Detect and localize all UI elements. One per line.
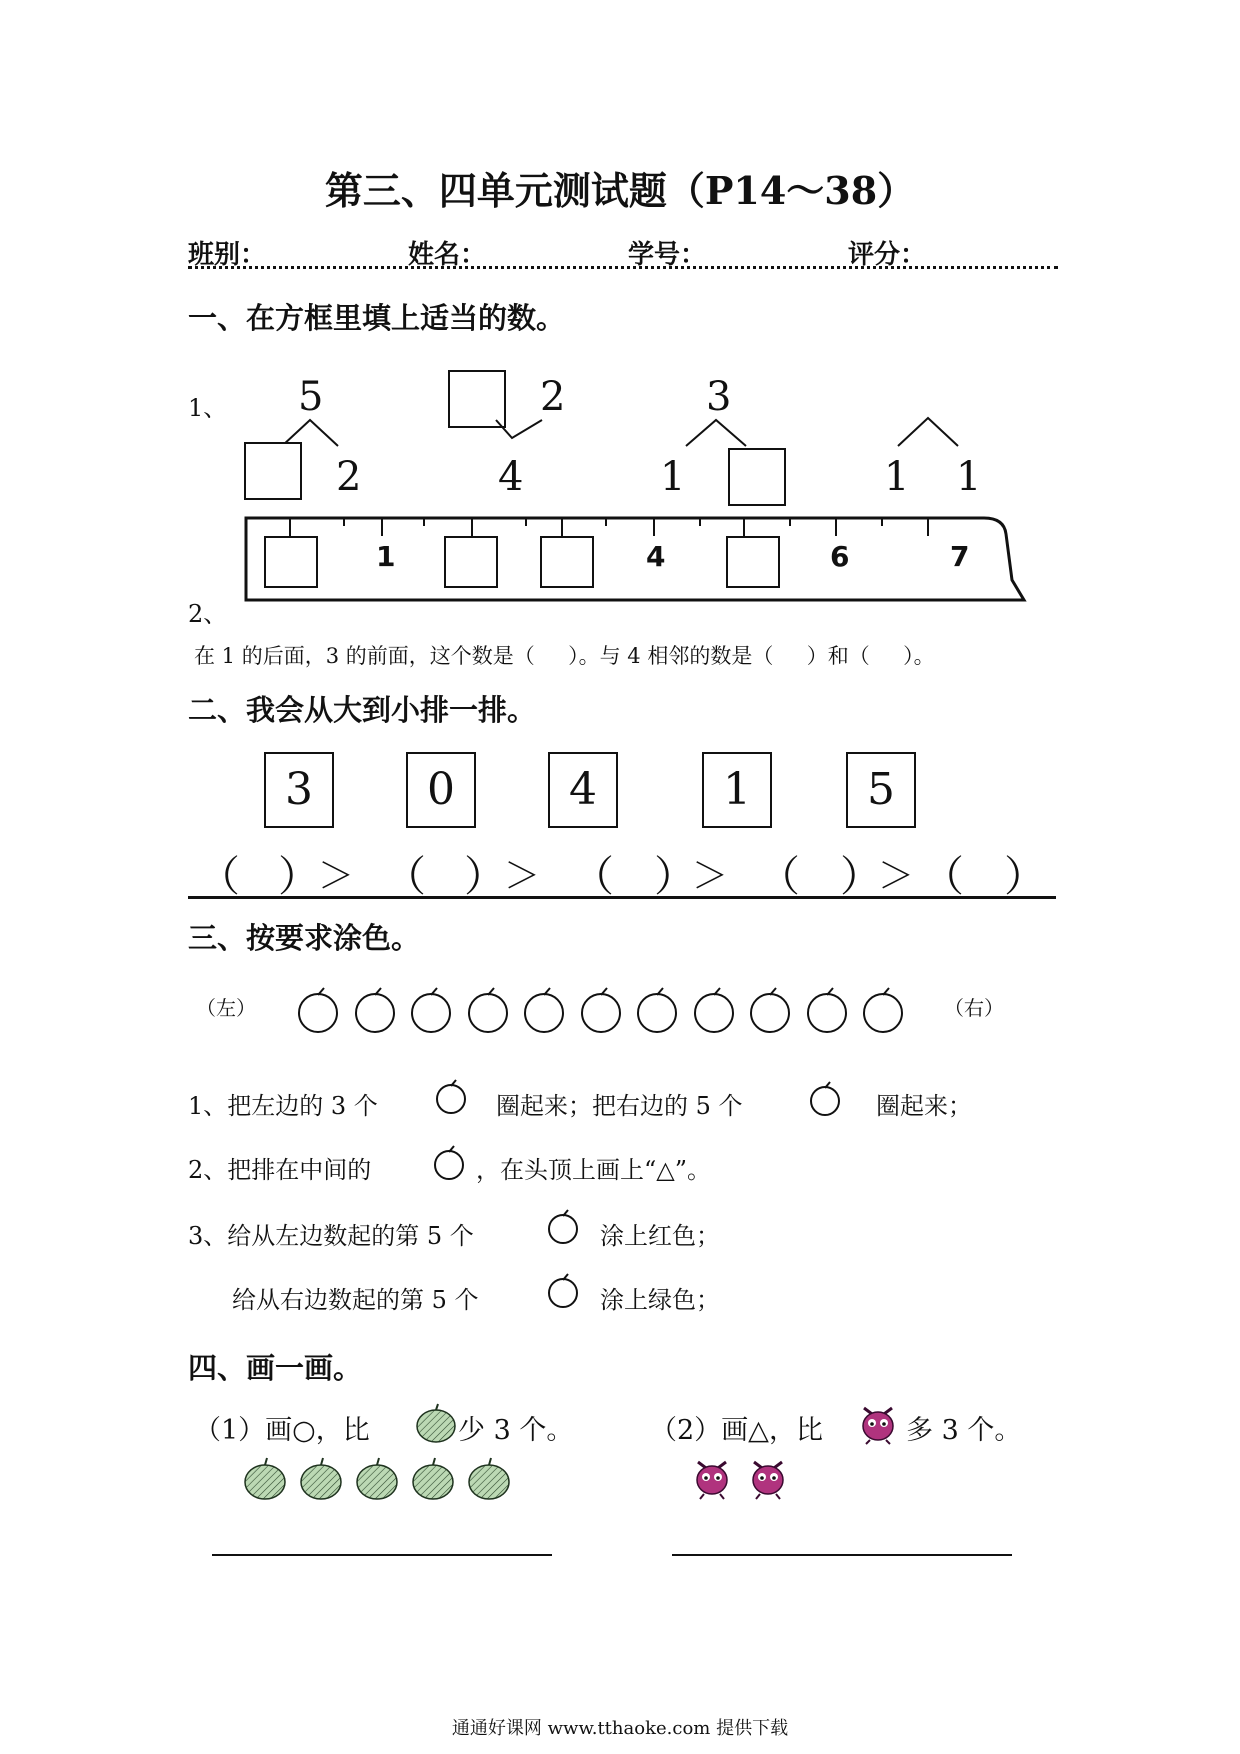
ruler-blank-box-1[interactable] (264, 536, 318, 588)
section1-heading: 一、在方框里填上适当的数。 (188, 301, 566, 335)
green-apple-icon (242, 1456, 288, 1502)
green-apple-icon (466, 1456, 512, 1502)
bond1-top: 5 (298, 374, 324, 420)
ruler-blank-box-4[interactable] (726, 536, 780, 588)
open-paren: （ (922, 852, 965, 901)
apple-outline-icon[interactable] (468, 986, 512, 1034)
draw-q2-part1: （2）画△，比 (650, 1415, 823, 1446)
q1-label: 1、 (188, 394, 228, 422)
open-paren: （ (384, 852, 427, 901)
draw-q1-part1: （1）画○，比 (194, 1415, 370, 1446)
class-label: 班别： (188, 240, 267, 270)
apple-outline-icon[interactable] (524, 986, 568, 1034)
bond4-lines (896, 416, 962, 448)
bond4-right: 1 (956, 454, 982, 500)
section2-heading: 二、我会从大到小排一排。 (188, 693, 537, 727)
apple-outline-icon[interactable] (355, 986, 399, 1034)
bond3-top: 3 (706, 374, 732, 420)
open-paren: （ (572, 852, 615, 901)
student-info-row (188, 234, 1058, 269)
footer-credit: 通通好课网 www.tthaoke.com 提供下载 (451, 1718, 789, 1739)
close-paren: ） (840, 852, 883, 901)
apple-outline-icon[interactable] (863, 986, 907, 1034)
close-paren: ） (1004, 852, 1047, 901)
score-label: 评分： (848, 240, 927, 270)
apple-outline-icon (808, 1080, 842, 1118)
ruler-blank-box-2[interactable] (444, 536, 498, 588)
number-label: 学号： (628, 240, 707, 270)
left-label: （左） (196, 996, 256, 1020)
close-paren: ） (278, 852, 321, 901)
open-paren: （ (758, 852, 801, 901)
right-label: （右） (944, 996, 1004, 1020)
apple-outline-icon[interactable] (807, 986, 851, 1034)
purple-creature-icon (746, 1452, 790, 1502)
answer-line-2[interactable] (672, 1554, 1012, 1556)
ordering-answer-row (188, 848, 1056, 899)
apple-outline-row (298, 986, 914, 1036)
s3-q2-part1: 2、把排在中间的 (188, 1156, 372, 1184)
ruler (244, 514, 1030, 606)
page-title: 第三、四单元测试题（P14～38） (324, 168, 916, 213)
s3-q3-part1: 3、给从左边数起的第 5 个 (188, 1222, 474, 1250)
greater-than: ＞ (504, 856, 541, 897)
bond2-lines (494, 418, 544, 442)
ruler-label-1: 1 (376, 540, 396, 573)
creature-row (690, 1452, 810, 1506)
s3-q4-part2: 涂上绿色； (600, 1286, 720, 1314)
bond2-bottom: 4 (498, 454, 524, 500)
s3-q1-part1: 1、把左边的 3 个 (188, 1092, 378, 1120)
ruler-label-6: 6 (830, 540, 850, 573)
apple-outline-icon (434, 1078, 468, 1116)
number-card: 4 (548, 752, 618, 828)
close-paren: ） (464, 852, 507, 901)
s3-q1-part2: 圈起来；把右边的 5 个 (496, 1092, 743, 1120)
green-apple-icon (410, 1456, 456, 1502)
green-apple-row (242, 1456, 522, 1506)
greater-than: ＞ (878, 856, 915, 897)
open-paren: （ (198, 852, 241, 901)
greater-than: ＞ (692, 856, 729, 897)
s3-q3-part2: 涂上红色； (600, 1222, 720, 1250)
purple-creature-icon (690, 1452, 734, 1502)
ruler-label-4: 4 (646, 540, 666, 573)
answer-line-1[interactable] (212, 1554, 552, 1556)
apple-outline-icon (546, 1272, 580, 1310)
ruler-label-7: 7 (950, 540, 970, 573)
close-paren: ） (654, 852, 697, 901)
apple-outline-icon[interactable] (750, 986, 794, 1034)
s3-q2-part2: ，在头顶上画上“△”。 (476, 1156, 711, 1184)
draw-q1-part2: 少 3 个。 (458, 1415, 574, 1446)
bond2-top: 2 (540, 374, 566, 420)
green-apple-icon (298, 1456, 344, 1502)
name-label: 姓名： (408, 240, 487, 270)
ruler-blank-box-3[interactable] (540, 536, 594, 588)
bond1-right: 2 (336, 454, 362, 500)
q2-label: 2、 (188, 600, 228, 628)
apple-outline-icon[interactable] (637, 986, 681, 1034)
bond3-blank-box[interactable] (728, 448, 786, 506)
section4-heading: 四、画一画。 (188, 1351, 363, 1385)
apple-outline-icon (432, 1144, 466, 1182)
green-apple-icon (354, 1456, 400, 1502)
green-apple-icon (414, 1402, 458, 1444)
number-card: 5 (846, 752, 916, 828)
bond3-left: 1 (660, 454, 686, 500)
s3-q1-part3: 圈起来； (876, 1092, 972, 1120)
apple-outline-icon[interactable] (298, 986, 342, 1034)
number-card: 1 (702, 752, 772, 828)
q2-text: 在 1 的后面，3 的前面，这个数是（ ）。与 4 相邻的数是（ ）和（ ）。 (194, 644, 935, 668)
apple-outline-icon (546, 1208, 580, 1246)
number-card: 0 (406, 752, 476, 828)
apple-outline-icon[interactable] (581, 986, 625, 1034)
s3-q4-part1: 给从右边数起的第 5 个 (232, 1286, 479, 1314)
number-card: 3 (264, 752, 334, 828)
purple-creature-icon (856, 1398, 900, 1446)
draw-q2-part2: 多 3 个。 (906, 1415, 1022, 1446)
bond4-left: 1 (884, 454, 910, 500)
bond3-lines (684, 418, 748, 448)
apple-outline-icon[interactable] (694, 986, 738, 1034)
bond1-blank-box[interactable] (244, 442, 302, 500)
apple-outline-icon[interactable] (411, 986, 455, 1034)
section3-heading: 三、按要求涂色。 (188, 921, 421, 955)
greater-than: ＞ (318, 856, 355, 897)
